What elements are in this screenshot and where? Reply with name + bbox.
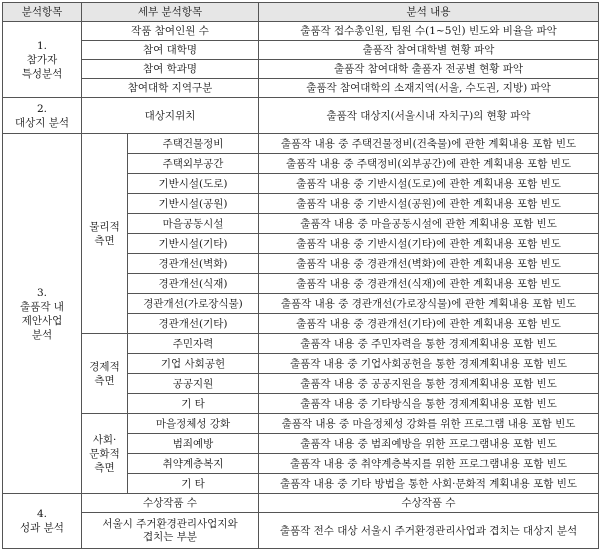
- detail-item: 주택건물정비: [128, 134, 259, 154]
- detail-item: 기반시설(공원): [128, 194, 259, 214]
- detail-item: 경관개선(식재): [128, 274, 259, 294]
- detail-item: 작품 참여인원 수: [82, 22, 259, 41]
- detail-item: 기업 사회공헌: [128, 354, 259, 374]
- analysis-content: 출품작 내용 중 경관개선(가로장식물)에 관한 계획내용 포함 빈도: [259, 294, 599, 314]
- header-row: [3, 3, 599, 22]
- header-analysis-item: 분석항목: [3, 3, 82, 22]
- detail-item: 주택외부공간: [128, 154, 259, 174]
- table-row: [3, 22, 599, 41]
- analysis-content: 출품작 참여대학의 소재지역(서울, 수도권, 지방) 파악: [259, 79, 599, 98]
- detail-item: 경관개선(기타): [128, 314, 259, 334]
- section-title-2: 2. 대상지 분석: [3, 98, 82, 134]
- section-title-3: 3. 출품작 내 제안사업 분석: [3, 134, 82, 494]
- detail-item: 서울시 주거환경관리사업지와 겹치는 부분: [82, 513, 259, 549]
- analysis-content: 출품작 내용 중 주택건물정비(건축물)에 관한 계획내용 포함 빈도: [259, 134, 599, 154]
- analysis-content: 출품작 내용 중 기반시설(공원)에 관한 계획내용 포함 빈도: [259, 194, 599, 214]
- group-label-economic: 경제적 측면: [82, 334, 128, 414]
- detail-item: 참여 학과명: [82, 60, 259, 79]
- analysis-content: 출품작 접수총인원, 팀원 수(1~5인) 빈도와 비율을 파악: [259, 22, 599, 41]
- analysis-content: 출품작 대상지(서울시내 자치구)의 현황 파악: [259, 98, 599, 134]
- group-label-socio-cultural: 사회· 문화적 측면: [82, 414, 128, 494]
- analysis-content: 출품작 내용 중 공공지원을 통한 경제계획내용 포함 빈도: [259, 374, 599, 394]
- analysis-content: 출품작 내용 중 경관개선(벽화)에 관한 계획내용 포함 빈도: [259, 254, 599, 274]
- section-title-4: 4. 성과 분석: [3, 494, 82, 549]
- detail-item: 범죄예방: [128, 434, 259, 454]
- analysis-content: 출품작 내용 중 기반시설(도로)에 관한 계획내용 포함 빈도: [259, 174, 599, 194]
- analysis-content: 출품작 전수 대상 서울시 주거환경관리사업과 겹치는 대상지 분석: [259, 513, 599, 549]
- detail-item: 대상지위치: [82, 98, 259, 134]
- detail-item: 기반시설(도로): [128, 174, 259, 194]
- detail-item: 마을정체성 강화: [128, 414, 259, 434]
- table-row: [3, 134, 599, 154]
- detail-item: 참여 대학명: [82, 41, 259, 60]
- detail-item: 기반시설(기타): [128, 234, 259, 254]
- detail-item: 마을공동시설: [128, 214, 259, 234]
- table-row: [3, 41, 599, 60]
- detail-item: 공공지원: [128, 374, 259, 394]
- detail-item: 경관개선(벽화): [128, 254, 259, 274]
- analysis-content: 출품작 내용 중 기반시설(기타)에 관한 계획내용 포함 빈도: [259, 234, 599, 254]
- header-detail-item: 세부 분석항목: [82, 3, 259, 22]
- detail-item: 주민자력: [128, 334, 259, 354]
- analysis-table: [2, 2, 599, 549]
- analysis-content: 출품작 내용 중 기업사회공헌을 통한 경제계획내용 포함 빈도: [259, 354, 599, 374]
- detail-item: 기 타: [128, 474, 259, 494]
- analysis-content: 출품작 내용 중 기타 방법을 통한 사회·문화적 계획내용 포함 빈도: [259, 474, 599, 494]
- analysis-content: 출품작 내용 중 범죄예방을 위한 프로그램내용 포함 빈도: [259, 434, 599, 454]
- analysis-content: 출품작 내용 중 마을공동시설에 관한 계획내용 포함 빈도: [259, 214, 599, 234]
- analysis-content: 출품작 내용 중 기타방식을 통한 경제계획내용 포함 빈도: [259, 394, 599, 414]
- detail-item: 경관개선(가로장식물): [128, 294, 259, 314]
- analysis-content: 출품작 참여대학별 현황 파악: [259, 41, 599, 60]
- table-row: [3, 494, 599, 513]
- table-row: [3, 414, 599, 434]
- detail-item: 수상작품 수: [82, 494, 259, 513]
- table-row: [3, 513, 599, 549]
- detail-item: 취약계층복지: [128, 454, 259, 474]
- detail-item: 참여대학 지역구분: [82, 79, 259, 98]
- group-label-physical: 물리적 측면: [82, 134, 128, 334]
- analysis-content: 출품작 내용 중 주택정비(외부공간)에 관한 계획내용 포함 빈도: [259, 154, 599, 174]
- header-analysis-content: 분석 내용: [259, 3, 599, 22]
- table-row: [3, 79, 599, 98]
- analysis-content: 출품작 내용 중 경관개선(식재)에 관한 계획내용 포함 빈도: [259, 274, 599, 294]
- analysis-content: 출품작 내용 중 경관개선(기타)에 관한 계획내용 포함 빈도: [259, 314, 599, 334]
- analysis-content: 수상작품 수: [259, 494, 599, 513]
- table-row: [3, 334, 599, 354]
- table-row: [3, 98, 599, 134]
- section-title-1: 1. 참가자 특성분석: [3, 22, 82, 98]
- analysis-content: 출품작 내용 중 마을정체성 강화를 위한 프로그램 내용 포함 빈도: [259, 414, 599, 434]
- table-row: [3, 60, 599, 79]
- analysis-content: 출품작 참여대학 출품자 전공별 현황 파악: [259, 60, 599, 79]
- analysis-content: 출품작 내용 중 취약계층복지를 위한 프로그램내용 포함 빈도: [259, 454, 599, 474]
- analysis-content: 출품작 내용 중 주민자력을 통한 경제계획내용 포함 빈도: [259, 334, 599, 354]
- detail-item: 기 타: [128, 394, 259, 414]
